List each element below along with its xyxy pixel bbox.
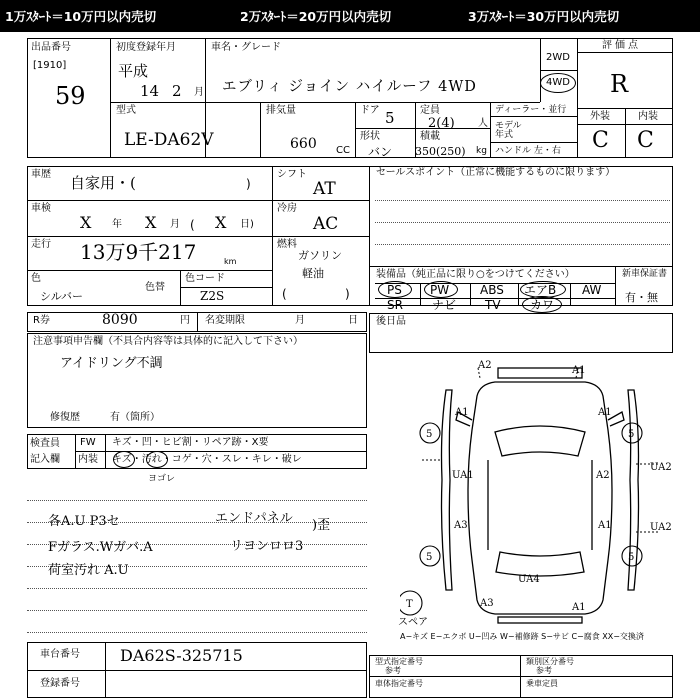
shaken-day-unit: 日) (240, 219, 254, 230)
rating-label: 評価点 (602, 40, 641, 51)
history-close: ) (246, 177, 251, 191)
meigi-label: 名変期限 (205, 315, 245, 326)
after-parts-label: 後日品 (376, 316, 406, 327)
banner-rule-3: 3万ｽﾀｰﾄ＝30万円以内売切 (468, 9, 620, 24)
notes-text: アイドリング不調 (60, 356, 163, 371)
mileage-label: 走行 (31, 239, 51, 250)
history-value: 自家用・( (70, 174, 136, 192)
color-change-label: 色替 (145, 282, 165, 293)
mark-ua2-right: UA2 (650, 462, 672, 473)
shift-value: AT (313, 179, 336, 199)
fuel-label: 燃料 (277, 239, 297, 250)
int-note: ヨゴレ (148, 474, 176, 484)
inspector-label-1: 検査員 (30, 438, 60, 449)
mark-a2-top: A2 (478, 360, 492, 371)
load-label: 積載 (420, 131, 440, 142)
equip-abs: ABS (480, 283, 504, 297)
mark-ua2-right-2: UA2 (650, 522, 672, 533)
color-value: シルバー (40, 290, 83, 303)
mark-ua4: UA4 (518, 574, 540, 585)
shaken-label: 車検 (31, 203, 51, 214)
car-name-label: 車名・グレード (211, 42, 281, 53)
shaken-day: X (215, 213, 227, 232)
capacity-label: 定員 (420, 105, 440, 116)
damage-legend: A−キズ E−エクボ U−凹み W−補修跡 S−サビ C−腐食 XX−交換済 (400, 632, 644, 641)
form-label-1: 型式指定番号 (375, 657, 423, 666)
dealer-label: ディーラー・並行 (495, 105, 567, 115)
recycle-value: 8090 (102, 312, 138, 328)
lot-code: [1910] (33, 60, 67, 71)
equip-pw: PW (430, 283, 450, 297)
inspector-line-3: )歪 (312, 518, 331, 533)
inspector-line-5: リヨンロロ3 (230, 539, 304, 554)
inspector-label-2: 記入欄 (30, 454, 60, 465)
mark-a1-right-2: A1 (598, 520, 612, 531)
inspector-line-1: 各A.U P3セ (48, 514, 120, 529)
repair-label: 修復歴 (50, 412, 80, 423)
shaken-month-unit: 月 (170, 219, 180, 230)
doors-value: 5 (385, 109, 395, 127)
color-label: 色 (31, 273, 41, 284)
displacement-value: 660 (290, 136, 317, 152)
inspector-line-2: エンドパネル (215, 511, 293, 526)
banner-rule-1: 1万ｽﾀｰﾄ＝10万円以内売切 (5, 9, 157, 24)
load-unit: kg (476, 146, 487, 156)
rating-value: R (610, 70, 629, 98)
warranty-value: 有・無 (625, 291, 658, 304)
int-items: キズ・汚れ・コゲ・穴・スレ・キレ・破レ (112, 454, 302, 465)
model-year-label: モデル年式 (495, 121, 522, 140)
equip-ps: PS (387, 283, 402, 297)
mark-a2-right: A2 (596, 470, 610, 481)
equip-airbag: エアB (524, 283, 557, 297)
shape-label: 形状 (360, 131, 380, 142)
equip-navi: ナビ (432, 298, 457, 312)
meigi-day-unit: 日 (348, 315, 358, 326)
form-sanko-2: 参考 (536, 666, 552, 675)
cooling-label: 冷房 (277, 203, 297, 214)
banner-rule-2: 2万ｽﾀｰﾄ＝20万円以内売切 (240, 9, 392, 24)
displacement-label: 排気量 (266, 105, 296, 116)
ext-label: 外装 (590, 111, 610, 122)
handle-label: ハンドル 左・右 (495, 146, 561, 156)
spare-mark: T (406, 599, 413, 610)
ext-value: C (592, 128, 609, 153)
after-parts-box (369, 313, 673, 353)
color-code-value: Z2S (200, 289, 225, 303)
fuel-value: ガソリン (298, 249, 342, 262)
first-reg-month-unit: 月 (194, 87, 204, 98)
capacity-value: 2(4) (428, 116, 455, 131)
drive-2wd: 2WD (546, 52, 570, 63)
first-reg-year: 14 (140, 82, 160, 100)
shaken-year-unit: 年 (112, 219, 122, 230)
chassis-label: 車台番号 (40, 649, 80, 660)
sales-point-label: セールスポイント（正常に機能するものに限ります） (376, 167, 616, 178)
equip-aw: AW (582, 283, 602, 297)
first-reg-label: 初度登録年月 (116, 42, 176, 53)
lot-label: 出品番号 (31, 42, 71, 53)
shape-value: バン (368, 145, 393, 159)
mark-5-rl: 5 (426, 552, 433, 563)
cooling-value: AC (313, 214, 339, 234)
equip-sr: SR (387, 298, 403, 312)
car-damage-diagram (400, 360, 690, 625)
fw-items: キズ・凹・ヒビ割・リペア跡・X要 (112, 437, 269, 448)
shift-label: シフト (277, 169, 307, 180)
mark-5-fl: 5 (426, 429, 433, 440)
recycle-label: R券 (33, 315, 50, 326)
form-label-4: 乗車定員 (526, 679, 558, 688)
displacement-unit: CC (336, 145, 350, 156)
load-value: 350(250) (415, 145, 466, 158)
mileage-unit: km (224, 257, 237, 266)
int-value: C (637, 128, 654, 153)
history-label: 車歴 (31, 169, 51, 180)
int-label-row: 内装 (78, 454, 98, 465)
meigi-month-unit: 月 (295, 315, 305, 326)
fuel-diesel: 軽油 (302, 267, 324, 280)
notes-label: 注意事項申告欄（不具合内容等は具体的に記入して下さい） (33, 336, 303, 347)
form-sanko-1: 参考 (385, 666, 401, 675)
fuel-paren-open: ( (282, 287, 287, 301)
spare-label: スペア (398, 617, 428, 628)
equip-leather: カワ (530, 298, 555, 312)
shaken-day-open: ( (190, 218, 195, 232)
mark-a1-rear: A1 (572, 602, 586, 613)
mark-a3-left: A3 (454, 520, 468, 531)
first-reg-era: 平成 (118, 62, 149, 80)
mark-ua1-left: UA1 (452, 470, 474, 481)
mileage-value: 13万9千217 (80, 240, 197, 264)
mark-5-rr: 5 (628, 552, 635, 563)
form-label-2: 類別区分番号 (526, 657, 574, 666)
mark-a1-left: A1 (455, 407, 469, 418)
equipment-label: 装備品（純正品に限り○をつけてください） (376, 269, 575, 280)
mark-5-fr: 5 (628, 429, 635, 440)
recycle-unit: 円 (180, 315, 190, 326)
inspector-line-6: 荷室汚れ A.U (48, 563, 129, 578)
repair-value: 有（箇所） (110, 412, 160, 423)
capacity-unit: 人 (478, 118, 488, 129)
first-reg-month: 2 (172, 82, 182, 100)
mark-a1-top: A1 (572, 365, 586, 376)
form-label-3: 車体指定番号 (375, 679, 423, 688)
drive-4wd: 4WD (546, 77, 570, 88)
auction-banner (0, 0, 700, 32)
lot-number: 59 (55, 82, 86, 110)
reg-no-label: 登録番号 (40, 678, 80, 689)
model-value: LE-DA62V (124, 130, 214, 150)
equip-tv: TV (485, 298, 501, 312)
fw-label: FW (80, 437, 96, 448)
shaken-month: X (145, 213, 157, 232)
int-label: 内装 (638, 111, 658, 122)
car-name-value: エブリィ ジョイン ハイルーフ 4WD (222, 79, 477, 95)
inspector-line-4: Fガラス.Wガバ.A (48, 540, 153, 555)
mark-a3-rear: A3 (480, 598, 494, 609)
warranty-label: 新車保証書 (622, 269, 668, 279)
sales-point-box (369, 166, 673, 306)
color-code-label: 色コード (185, 273, 225, 284)
doors-label: ドア (360, 105, 380, 116)
shaken-year: X (80, 213, 92, 232)
model-label: 型式 (116, 105, 136, 116)
fuel-paren-close: ) (345, 287, 350, 301)
chassis-value: DA62S-325715 (120, 646, 243, 665)
mark-a1-right: A1 (598, 407, 612, 418)
